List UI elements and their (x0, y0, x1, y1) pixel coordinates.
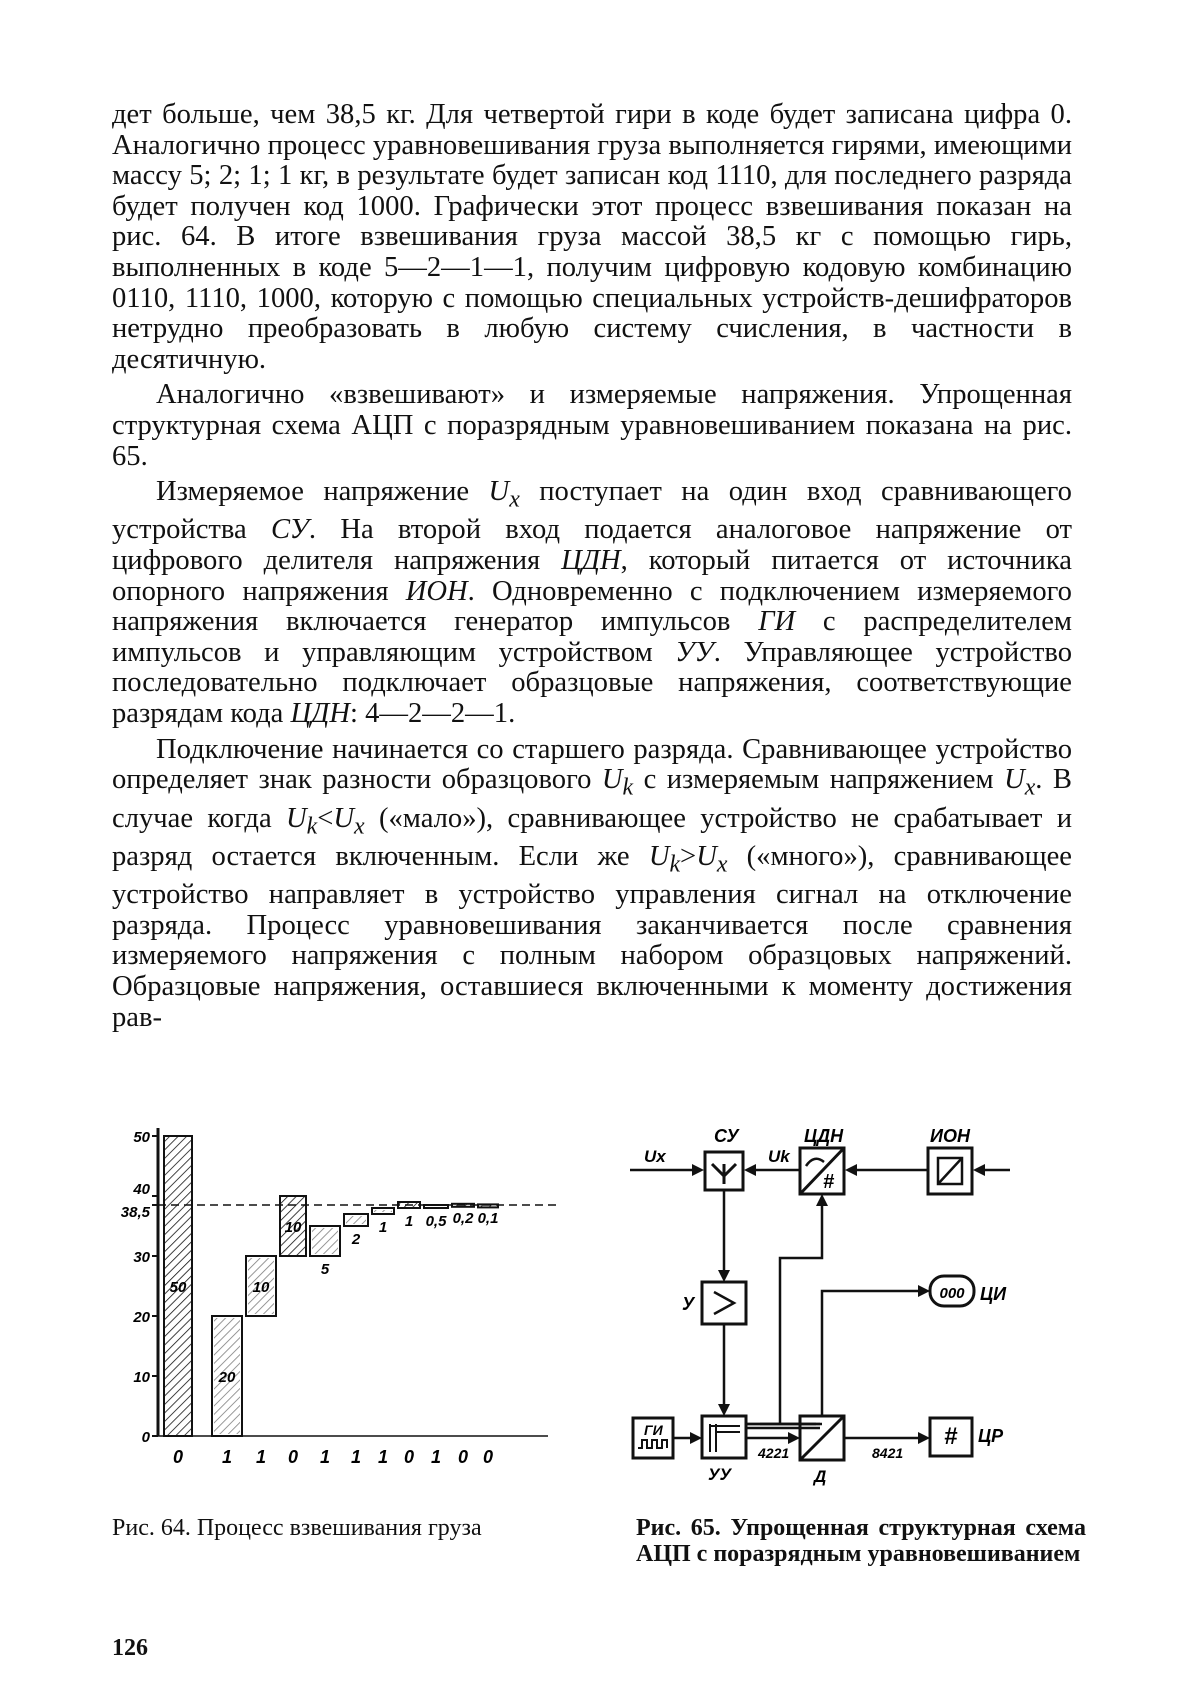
ci-display-digits: 000 (939, 1285, 965, 1302)
weight-label: 50 (169, 1279, 187, 1296)
weight-label: 10 (252, 1279, 270, 1296)
paragraph-1: дет больше, чем 38,5 кг. Для четвертой гири в коде будет записана цифра 0. Аналогично процесс уравновешивания груза выполняется гирями, имеющими массу 5; 2; 1; 1 кг, в результате будет записан код 1110, для последнего разряда будет получен код 1000. Графически этот процесс взвешивания показан на рис. 64. В итоге взвешивания груза массой 38,5 кг с помощью гирь, выполненных в коде 5—2—1—1, получим цифровую кодовую комбинацию 0110, 1110, 1000, которую с помощью специальных устройств-дешифраторов нетрудно преобразовать в любую систему счисления, в частности в десятичную. (112, 99, 1072, 375)
weight-label: 5 (320, 1261, 330, 1278)
y-tick-label: 38,5 (120, 1204, 150, 1221)
uu-label: УУ (708, 1465, 732, 1484)
d-label: Д (814, 1467, 827, 1486)
figure-64-caption: Рис. 64. Процесс взвешивания груза (112, 1515, 482, 1541)
code-digit: 0 (482, 1447, 494, 1467)
weight-label: 1 (404, 1213, 414, 1230)
uk-label: Uk (768, 1147, 790, 1166)
weighing-process-chart (120, 1118, 568, 1488)
weight-bar-fill (312, 1228, 338, 1254)
ux-label: Ux (644, 1147, 666, 1166)
weight-bar-fill (426, 1207, 446, 1208)
weight-bar-fill (346, 1216, 366, 1224)
y-tick-label: 10 (133, 1369, 150, 1386)
cdn-hash-icon: # (823, 1171, 835, 1193)
body-text (112, 100, 1072, 1033)
paragraph-4: Подключение начинается со старшего разряда. Сравнивающее устройство определяет знак разности образцового $U_k$ с измеряемым напряжением $U_x$. В случае когда $U_k<U_x$ («мало»), сравнивающее устройство не срабатывает и разряд остается включенным. Если же $U_k>U_x$ («много»), сравнивающее устройство направляет в устройство управления сигнал на отключение разряда. Процесс уравновешивания заканчивается после сравнения измеряемого напряжения с полным набором образцовых напряжений. Образцовые напряжения, оставшиеся включенными к моменту достижения рав- (112, 733, 1072, 1033)
ci-label: ЦИ (980, 1284, 1007, 1304)
weight-bar-fill (374, 1210, 392, 1212)
paragraph-3: Измеряемое напряжение $U_x$ поступает на один вход сравнивающего устройства СУ. На второй вход подается аналоговое напряжение от цифрового делителя напряжения ЦДН, который питается от источника опорного напряжения ИОН. Одновременно с подключением измеряемого напряжения включается генератор импульсов ГИ с распределителем импульсов и управляющим устройством УУ. Управляющее устройство последовательно подключает образцовые напряжения, соответствующие разрядам кода ЦДН: 4—2—2—1. (112, 476, 1072, 729)
adc-block-diagram (630, 1118, 1100, 1498)
page-number: 126 (112, 1635, 148, 1661)
weight-label: 0,1 (477, 1210, 499, 1227)
code-digit: 1 (350, 1447, 362, 1467)
y-tick-label: 40 (133, 1181, 150, 1198)
cr-hash-icon: # (944, 1423, 958, 1450)
code-digit: 1 (377, 1447, 389, 1467)
weight-label: 0,5 (425, 1213, 447, 1230)
code-digit: 0 (403, 1447, 415, 1467)
code-8421-label: 8421 (872, 1445, 904, 1461)
code-digit: 0 (287, 1447, 299, 1467)
weight-label: 10 (284, 1219, 302, 1236)
weight-label: 2 (351, 1231, 361, 1248)
uu-block (702, 1416, 746, 1458)
weight-label: 0,2 (452, 1210, 474, 1227)
u-label: У (682, 1294, 695, 1314)
gi-label: ГИ (644, 1422, 663, 1438)
weight-label: 1 (378, 1219, 388, 1236)
su-label: СУ (714, 1126, 739, 1146)
y-tick-label: 50 (133, 1129, 150, 1146)
code-digit: 1 (255, 1447, 267, 1467)
code-digit: 0 (457, 1447, 469, 1467)
code-digit: 1 (319, 1447, 331, 1467)
cr-label: ЦР (978, 1426, 1004, 1446)
ion-label: ИОН (930, 1126, 970, 1146)
paragraph-2: Аналогично «взвешивают» и измеряемые напряжения. Упрощенная структурная схема АЦП с поразрядным уравновешиванием показана на рис. 65. (112, 379, 1072, 472)
weight-label: 20 (218, 1369, 236, 1386)
code-digit: 0 (172, 1447, 184, 1467)
code-4221-label: 4221 (758, 1445, 790, 1461)
cdn-label: ЦДН (804, 1126, 844, 1146)
code-digit: 1 (221, 1447, 233, 1467)
figure-65-caption: Рис. 65. Упрощенная структурная схема АЦП с поразрядным уравновешиванием (636, 1515, 1086, 1567)
y-tick-label: 30 (133, 1249, 150, 1266)
code-digit: 1 (430, 1447, 442, 1467)
y-tick-label: 0 (141, 1429, 150, 1446)
y-tick-label: 20 (133, 1309, 150, 1326)
amplifier-block (702, 1282, 746, 1324)
